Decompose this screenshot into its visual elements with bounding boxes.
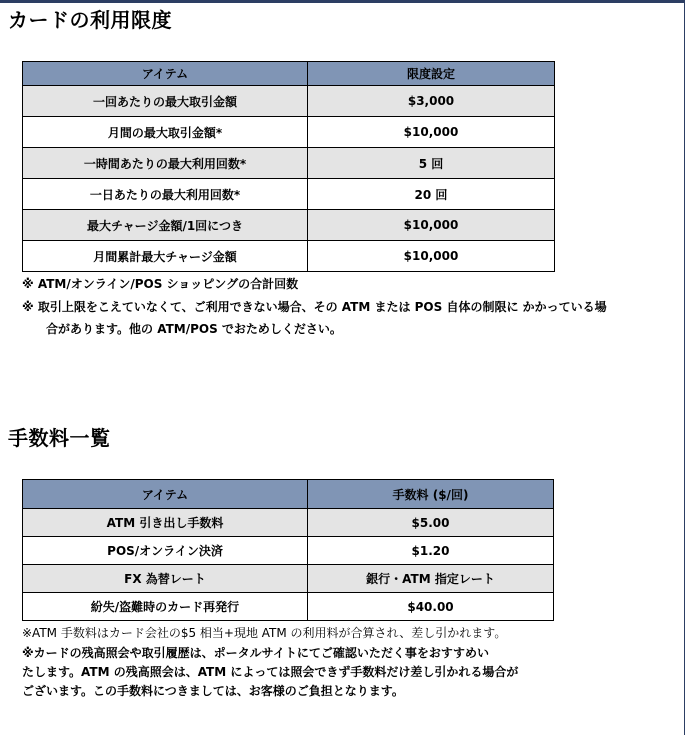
row-item: 月間累計最大チャージ金額 [23, 241, 308, 272]
table-row [23, 179, 555, 210]
row-value: $10,000 [308, 210, 555, 241]
row-value: 銀行・ATM 指定レート [308, 565, 554, 593]
row-value: 5 回 [308, 148, 555, 179]
row-value: $10,000 [308, 241, 555, 272]
table-row [23, 565, 554, 593]
footnote-atm-fee: ※ATM 手数料はカード会社の$5 相当+現地 ATM の利用料が合算され、差し引かれます。 [22, 626, 507, 640]
row-item: FX 為替レート [23, 565, 308, 593]
footnote-atm-limit-line1: ※ 取引上限をこえていなくて、ご利用できない場合、その ATM または POS 自体の制限に かかっている場 [22, 300, 607, 314]
footnote-balance-line3: ございます。この手数料につきましては、お客様のご負担となります。 [22, 684, 404, 698]
table-header-row [23, 62, 555, 86]
column-header-item: アイテム [23, 480, 308, 509]
row-item: 紛失/盗難時のカード再発行 [23, 593, 308, 621]
table-row [23, 86, 555, 117]
table-row [23, 509, 554, 537]
table-header-row [23, 480, 554, 509]
table-row [23, 593, 554, 621]
table-row [23, 537, 554, 565]
footnote-atm-limit-line2: 合があります。他の ATM/POS でおためしください。 [46, 322, 342, 336]
table-row [23, 117, 555, 148]
fees-table [22, 479, 554, 621]
row-value: $5.00 [308, 509, 554, 537]
row-value: $1.20 [308, 537, 554, 565]
row-value: 20 回 [308, 179, 555, 210]
column-header-item: アイテム [23, 62, 308, 86]
table-row [23, 148, 555, 179]
row-item: POS/オンライン決済 [23, 537, 308, 565]
row-item: 月間の最大取引金額* [23, 117, 308, 148]
row-value: $40.00 [308, 593, 554, 621]
top-border [0, 0, 685, 3]
table-row [23, 210, 555, 241]
row-value: $3,000 [308, 86, 555, 117]
section-title-fees: 手数料一覧 [8, 426, 111, 450]
section-title-card-limits: カードの利用限度 [8, 8, 172, 32]
row-item: 一時間あたりの最大利用回数* [23, 148, 308, 179]
card-limits-table [22, 61, 555, 272]
footnote-balance-line1: ※カードの残高照会や取引履歴は、ポータルサイトにてご確認いただく事をおすすめい [22, 646, 489, 660]
table-row [23, 241, 555, 272]
column-header-fee: 手数料 ($/回) [308, 480, 554, 509]
row-value: $10,000 [308, 117, 555, 148]
footnote-balance-line2: たします。ATM の残高照会は、ATM によっては照会できず手数料だけ差し引かれる場合が [22, 665, 519, 679]
column-header-limit: 限度設定 [308, 62, 555, 86]
row-item: ATM 引き出し手数料 [23, 509, 308, 537]
row-item: 一日あたりの最大利用回数* [23, 179, 308, 210]
row-item: 最大チャージ金額/1回につき [23, 210, 308, 241]
footnote-combined-count: ※ ATM/オンライン/POS ショッピングの合計回数 [22, 277, 299, 291]
row-item: 一回あたりの最大取引金額 [23, 86, 308, 117]
